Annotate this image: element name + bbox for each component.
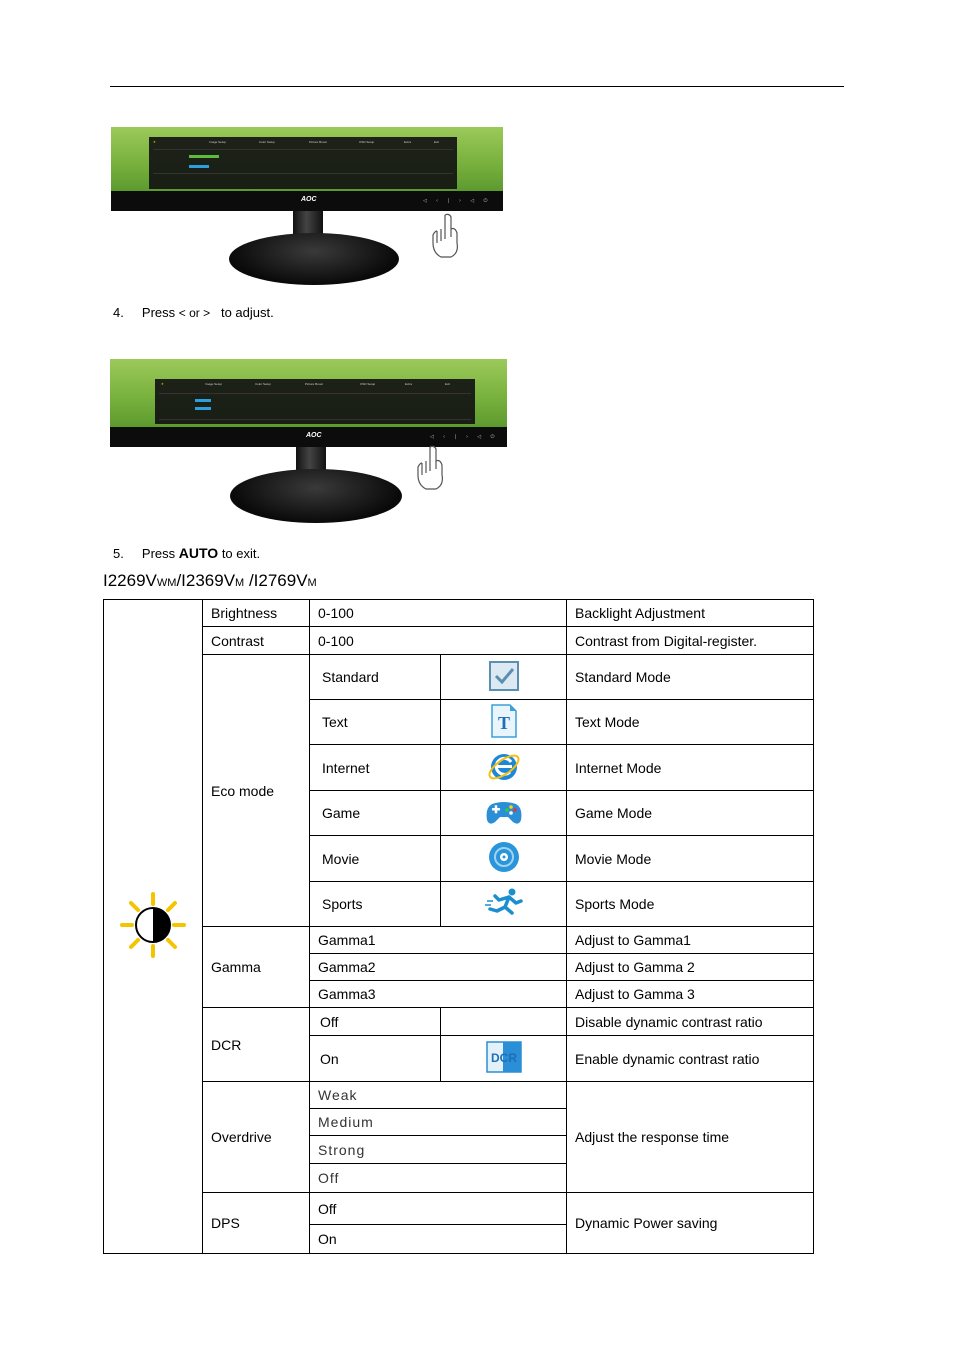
eco-icon-cell — [441, 791, 567, 836]
brightness-label: Brightness — [203, 600, 310, 627]
dcr-label: DCR — [203, 1008, 310, 1082]
luminance-settings-table — [103, 599, 814, 1254]
model-suffix: M — [307, 577, 317, 589]
model-name: /I2369V — [176, 571, 236, 590]
monitor-buttons: ◁ ‹ ∣ › ◁ ⏻ — [423, 198, 492, 204]
luminance-category-cell — [104, 600, 203, 1254]
gamma-option-2: Gamma2 — [310, 954, 567, 981]
runner-icon — [485, 887, 523, 919]
monitor-stand-base — [230, 469, 402, 523]
eco-option-movie: Movie — [310, 836, 441, 882]
eco-mode-label: Eco mode — [203, 655, 310, 927]
pointing-hand-icon — [408, 445, 452, 493]
dcr-option-on: On — [310, 1036, 441, 1082]
step-key: AUTO — [178, 545, 219, 561]
eco-option-internet: Internet — [310, 745, 441, 791]
dcr-icon — [486, 1041, 522, 1073]
step-number: 5. — [113, 546, 124, 561]
monitor-bezel — [111, 191, 503, 211]
overdrive-option-strong: Strong — [310, 1136, 567, 1164]
step-4 — [113, 305, 274, 320]
disc-icon — [487, 840, 521, 874]
header-rule — [110, 86, 844, 87]
gamma-desc-3: Adjust to Gamma 3 — [567, 981, 814, 1008]
gamma-desc-2: Adjust to Gamma 2 — [567, 954, 814, 981]
dcr-icon-cell — [441, 1036, 567, 1082]
model-suffix: M — [235, 577, 245, 589]
pointing-hand-icon — [425, 213, 467, 261]
dps-option-on: On — [310, 1225, 567, 1254]
brand-logo: AOC — [301, 196, 317, 203]
eco-icon-cell — [441, 655, 567, 700]
gamma-option-1: Gamma1 — [310, 927, 567, 954]
dps-desc: Dynamic Power saving — [567, 1193, 814, 1254]
eco-desc-game: Game Mode — [567, 791, 814, 836]
text-icon — [489, 703, 519, 739]
contrast-desc: Contrast from Digital-register. — [567, 627, 814, 655]
monitor-illustration-1 — [111, 127, 503, 289]
monitor-stand-base — [229, 233, 399, 285]
dps-label: DPS — [203, 1193, 310, 1254]
eco-option-game: Game — [310, 791, 441, 836]
contrast-label: Contrast — [203, 627, 310, 655]
dps-option-off: Off — [310, 1193, 567, 1225]
eco-icon-cell — [441, 836, 567, 882]
svg-text:T: T — [497, 712, 510, 733]
dcr-icon-text: DCR — [490, 1051, 517, 1065]
gamma-desc-1: Adjust to Gamma1 — [567, 927, 814, 954]
step-5 — [113, 545, 260, 561]
overdrive-desc: Adjust the response time — [567, 1082, 814, 1193]
eco-desc-internet: Internet Mode — [567, 745, 814, 791]
step-text: Press — [141, 546, 176, 561]
dcr-icon-empty-cell — [441, 1008, 567, 1036]
step-rest: to exit. — [221, 546, 261, 561]
eco-option-sports: Sports — [310, 882, 441, 927]
model-heading — [103, 571, 317, 591]
osd-menu: ☀ Image Setup Color Setup Picture Boost OSD Setup Extra Exit — [149, 137, 457, 189]
model-suffix: WM — [156, 577, 177, 589]
contrast-range: 0-100 — [310, 627, 567, 655]
eco-desc-standard: Standard Mode — [567, 655, 814, 700]
osd-menu: ☀ Image Setup Color Setup Picture Boost OSD Setup Extra Exit — [155, 379, 475, 424]
eco-icon-cell — [441, 882, 567, 927]
monitor-screen — [111, 127, 503, 191]
gamma-label: Gamma — [203, 927, 310, 1008]
step-keys: < or > — [178, 306, 211, 320]
eco-desc-sports: Sports Mode — [567, 882, 814, 927]
monitor-screen — [110, 359, 507, 427]
eco-desc-text: Text Mode — [567, 700, 814, 745]
brand-logo: AOC — [306, 432, 322, 439]
step-rest: to adjust. — [220, 305, 274, 320]
eco-option-text: Text — [310, 700, 441, 745]
overdrive-option-medium: Medium — [310, 1109, 567, 1136]
standard-check-icon — [488, 660, 520, 692]
dcr-desc-on: Enable dynamic contrast ratio — [567, 1036, 814, 1082]
brightness-range: 0-100 — [310, 600, 567, 627]
eco-desc-movie: Movie Mode — [567, 836, 814, 882]
dcr-desc-off: Disable dynamic contrast ratio — [567, 1008, 814, 1036]
model-name: /I2769V — [244, 571, 308, 590]
overdrive-option-off: Off — [310, 1164, 567, 1193]
brightness-desc: Backlight Adjustment — [567, 600, 814, 627]
step-text: Press — [141, 305, 176, 320]
luminance-sun-icon — [118, 890, 188, 960]
internet-explorer-icon — [486, 748, 522, 784]
eco-icon-cell — [441, 745, 567, 791]
eco-icon-cell — [441, 700, 567, 745]
overdrive-label: Overdrive — [203, 1082, 310, 1193]
dcr-option-off: Off — [310, 1008, 441, 1036]
eco-option-standard: Standard — [310, 655, 441, 700]
step-number: 4. — [113, 305, 124, 320]
monitor-illustration-2 — [110, 359, 507, 523]
monitor-bezel — [110, 427, 507, 447]
gamma-option-3: Gamma3 — [310, 981, 567, 1008]
overdrive-option-weak: Weak — [310, 1082, 567, 1109]
gamepad-icon — [484, 796, 524, 828]
model-name: I2269V — [103, 571, 157, 590]
monitor-buttons: ◁ ‹ ∣ › ◁ ⏻ — [430, 434, 499, 440]
